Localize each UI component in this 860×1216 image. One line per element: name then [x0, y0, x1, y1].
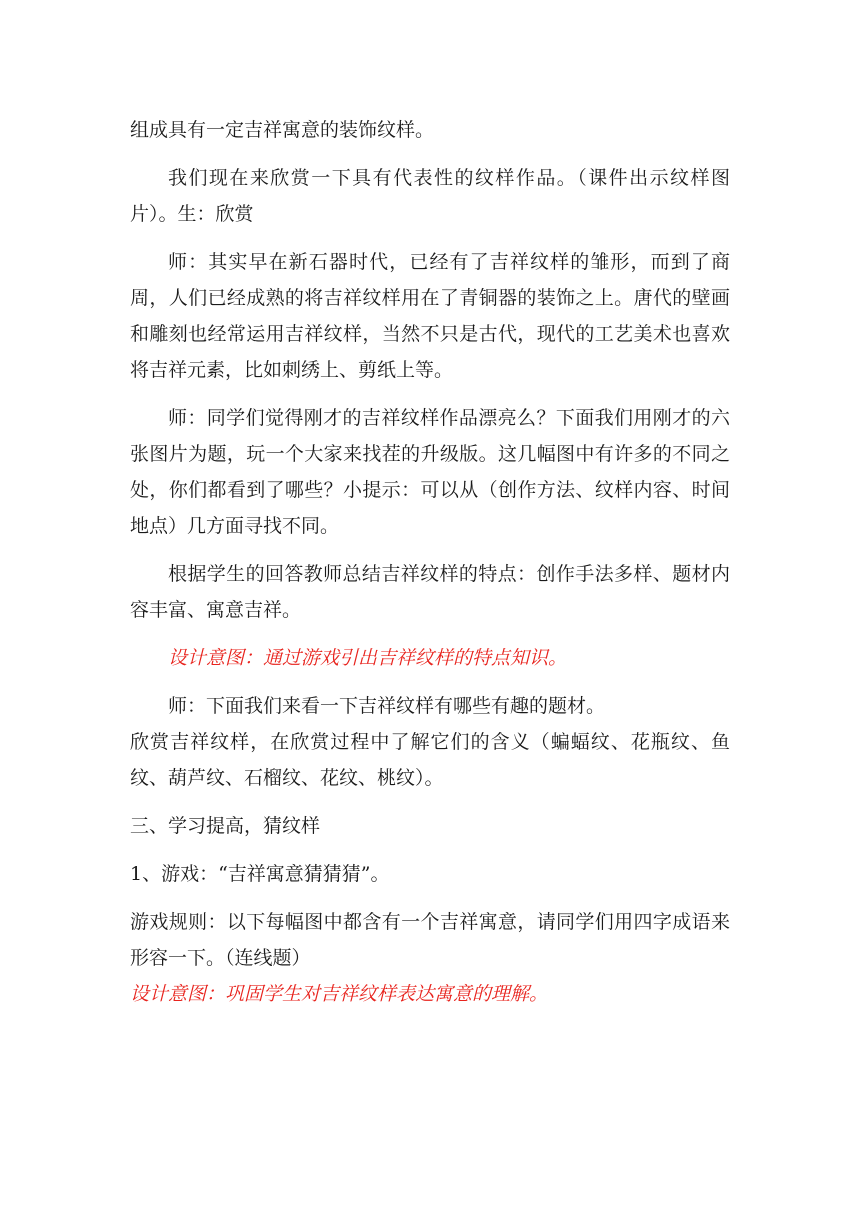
paragraph-continuation: 组成具有一定吉祥寓意的装饰纹样。 [130, 119, 435, 141]
paragraph-find-differences: 师：同学们觉得刚才的吉祥纹样作品漂亮么？下面我们用刚才的六张图片为题，玩一个大家来找茬的升级版。这几幅图中有许多的不同之处，你们都看到了哪些？小提示：可以从（创作方法、纹样内容、时间地点）几方面寻找不同。 [130, 407, 730, 537]
design-intent-note: 设计意图：通过游戏引出吉祥纹样的特点知识。 [168, 647, 568, 669]
paragraph-summary: 根据学生的回答教师总结吉祥纹样的特点：创作手法多样、题材内容丰富、寓意吉祥。 [130, 563, 730, 621]
paragraph-appreciate-works: 我们现在来欣赏一下具有代表性的纹样作品。（课件出示纹样图片）。生：欣赏 [130, 167, 730, 225]
game-title: 1、游戏：“吉祥寓意猜猜猜”。 [130, 863, 390, 885]
section-heading: 三、学习提高，猜纹样 [130, 815, 321, 837]
paragraph-history: 师：其实早在新石器时代，已经有了吉祥纹样的雏形，而到了商周，人们已经成熟的将吉祥纹样用在了青铜器的装饰之上。唐代的壁画和雕刻也经常运用吉祥纹样，当然不只是古代，现代的工艺美术也喜欢将吉祥元素，比如刺绣上、剪纸上等。 [130, 251, 730, 381]
document-body [130, 112, 730, 1024]
game-rules: 游戏规则：以下每幅图中都含有一个吉祥寓意，请同学们用四字成语来形容一下。（连线题） [130, 911, 730, 969]
design-intent-note-2: 设计意图：巩固学生对吉祥纹样表达寓意的理解。 [130, 983, 549, 1005]
paragraph-meanings: 欣赏吉祥纹样，在欣赏过程中了解它们的含义（蝙蝠纹、花瓶纹、鱼纹、葫芦纹、石榴纹、花纹、桃纹）。 [130, 731, 730, 789]
paragraph-themes: 师：下面我们来看一下吉祥纹样有哪些有趣的题材。 [168, 695, 606, 717]
